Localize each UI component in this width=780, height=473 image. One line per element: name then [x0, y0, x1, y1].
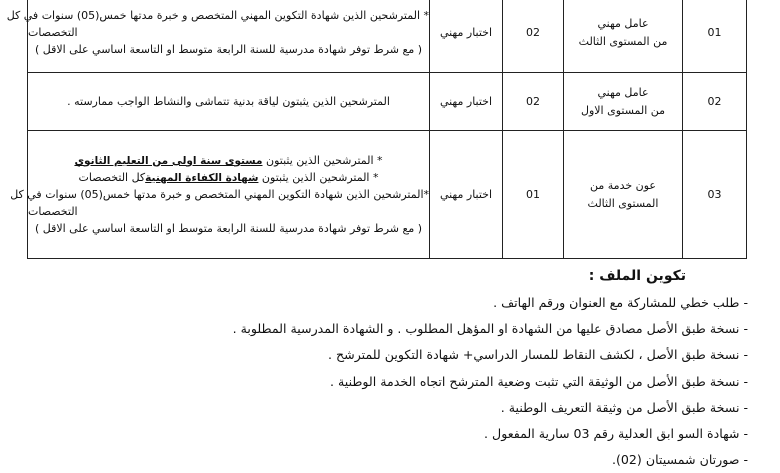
row-number: 02	[683, 73, 747, 131]
conditions	[28, 73, 430, 131]
positions-table	[6, 0, 747, 259]
condition-line: التخصصات	[28, 25, 78, 39]
condition-suffix: كل التخصصات	[78, 170, 146, 184]
condition-highlight: شهادة الكفاءة المهنية	[145, 171, 259, 184]
positions-count: 02	[503, 0, 564, 73]
position-title-line: عون خدمة من	[590, 179, 656, 193]
condition-line: التخصصات	[28, 205, 78, 219]
position-title	[564, 131, 683, 259]
dossier-item: - صورتان شمسيتان (02).	[611, 452, 748, 468]
row-number: 01	[683, 0, 747, 73]
condition-line: ( مع شرط توفر شهادة مدرسية للسنة الرابعة متوسط او التاسعة اساسي على الاقل )	[34, 222, 423, 236]
dossier-item: - نسخة طبق الأصل مصادق عليها من الشهادة او المؤهل المطلوب . و الشهادة المدرسية المطلوبة .	[232, 321, 748, 337]
position-title-line: عامل مهني	[597, 17, 649, 31]
positions-count: 01	[503, 131, 564, 259]
dossier-item: - طلب خطي للمشاركة مع العنوان ورقم الهاتف .	[493, 295, 748, 310]
dossier-item: - نسخة طبق الأصل ، لكشف النقاط للمسار الدراسي+ شهادة التكوين للمترشح .	[328, 347, 748, 363]
dossier-section	[228, 268, 748, 473]
condition-line: المترشحين الذين يثبتون لياقة بدنية تتماشى والنشاط الواجب ممارسته .	[67, 94, 390, 108]
position-title-line: من المستوى الاول	[580, 103, 666, 117]
conditions	[6, 0, 430, 73]
dossier-item: - شهادة السو ابق العدلية رقم 03 سارية المفعول .	[484, 426, 748, 442]
dossier-title: تكوين الملف :	[588, 268, 686, 284]
position-title-line: المستوى الثالث	[587, 196, 659, 210]
position-title-line: عامل مهني	[597, 86, 649, 100]
position-title	[564, 0, 683, 73]
position-title-line: من المستوى الثالث	[578, 34, 668, 48]
conditions	[10, 131, 430, 259]
dossier-item: - نسخة طبق الأصل من الوثيقة التي تثبت وضعية المترشح اتجاه الخدمة الوطنية .	[330, 373, 748, 389]
condition-prefix: * المترشحين الذين يثبتون	[262, 153, 383, 167]
recruitment-mode: اختبار مهني	[430, 0, 503, 73]
positions-count: 02	[503, 73, 564, 131]
condition-line: *المترشحين الذين شهادة التكوين المهني المتخصص و خبرة مدتها خمس(05) سنوات في كل	[10, 188, 429, 202]
condition-line	[28, 152, 429, 169]
table-row	[28, 73, 747, 131]
recruitment-mode: اختبار مهني	[430, 131, 503, 259]
condition-prefix: * المترشحين الذين يثبتون	[258, 170, 379, 184]
recruitment-mode: اختبار مهني	[430, 73, 503, 131]
table-row	[28, 131, 747, 259]
dossier-item: - نسخة طبق الأصل من وثيقة التعريف الوطنية .	[500, 399, 748, 415]
condition-line	[28, 169, 429, 186]
position-title	[564, 73, 683, 131]
table-row	[28, 0, 747, 73]
row-number: 03	[683, 131, 747, 259]
condition-highlight: مستوى سنة اولى من التعليم الثانوي	[74, 154, 263, 167]
condition-line: * المترشحين الذين شهادة التكوين المهني المتخصص و خبرة مدتها خمس(05) سنوات في كل	[6, 8, 429, 22]
condition-line: ( مع شرط توفر شهادة مدرسية للسنة الرابعة متوسط او التاسعة اساسي على الاقل )	[34, 43, 423, 57]
dossier-list	[228, 290, 748, 473]
